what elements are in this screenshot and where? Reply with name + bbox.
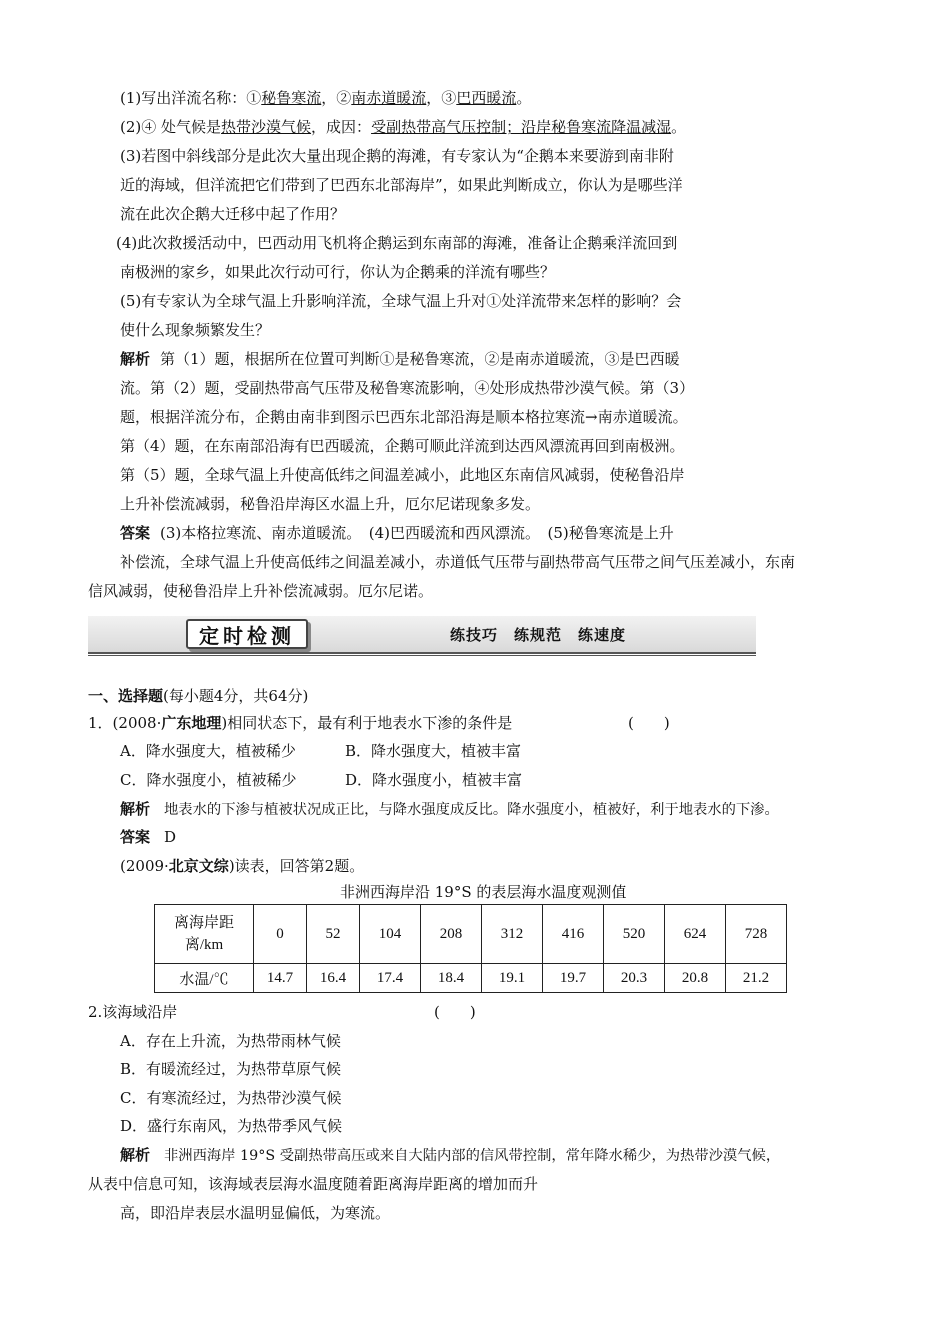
table-cell: 728 [726,905,787,964]
analysis1-text-1: 第（1）题，根据所在位置可判断①是秘鲁寒流，②是南赤道暖流，③是巴西暖 [160,350,680,368]
analysis1-line-4: 第（4）题，在东南部沿海有巴西暖流，企鹅可顺此洋流到达西风漂流再回到南极洲。 [120,437,685,455]
table-cell: 104 [360,905,421,964]
answer1-line-1 [120,523,674,543]
table-cell: 19.1 [482,964,543,993]
q1-answer-1: 秘鲁寒流 [261,89,322,107]
table-cell: 21.2 [726,964,787,993]
analysis1-line-6: 上升补偿流减弱，秘鲁沿岸海区水温上升，厄尔尼诺现象多发。 [120,495,541,513]
analysis1-label: 解析 [120,350,151,368]
mq1-answer-label: 答案 [120,828,151,846]
q1-answer-3: 巴西暖流 [456,89,517,107]
q3-line-3: 流在此次企鹅大迁移中起了作用？ [120,205,346,223]
q3-line-1: (3)若图中斜线部分是此次大量出现企鹅的海滩，有专家认为“企鹅本来要游到南非附 [120,147,674,165]
section-banner [88,616,756,654]
q4-line-2: 南极洲的家乡，如果此次行动可行，你认为企鹅乘的洋流有哪些？ [120,263,556,281]
mq2-analysis-line-3: 高，即沿岸表层水温明显偏低，为寒流。 [120,1204,391,1222]
table-cell: 208 [421,905,482,964]
answer1-text-1: (3)本格拉寒流、南赤道暖流。 (4)巴西暖流和西风漂流。 (5)秘鲁寒流是上升 [160,524,674,542]
q1-answer-2: 南赤道暖流 [351,89,427,107]
mq1-answer [120,827,176,847]
mq1-analysis-text: 地表水的下渗与植被状况成正比，与降水强度成反比。降水强度小，植被好，利于地表水的下渗。 [164,802,779,818]
mq1-answer-value: D [164,828,177,846]
q1-mid-1: ，② [321,89,352,107]
table-cell: 18.4 [421,964,482,993]
mq1-source: 广东地理 [161,714,222,732]
q5-line-2: 使什么现象频繁发生？ [120,321,271,339]
analysis1-line-2: 流。第（2）题，受副热带高气压带及秘鲁寒流影响，④处形成热带沙漠气候。第（3） [120,379,695,397]
answer1-line-3: 信风减弱，使秘鲁沿岸上升补偿流减弱。厄尔尼诺。 [88,582,434,600]
mq1-option-a[interactable]: A．降水强度大，植被稀少 [120,742,296,760]
mq1-answer-paren: ( ) [628,714,670,732]
section-title: 一、选择题 [88,687,164,705]
answer1-label: 答案 [120,524,151,542]
q1-prefix: (1)写出洋流名称：① [120,89,262,107]
analysis1-line-1 [120,349,680,369]
table-cell: 52 [307,905,360,964]
q1-mid-2: ，③ [426,89,457,107]
q2-line [120,117,686,137]
mq1-analysis [120,799,779,820]
table-cell: 16.4 [307,964,360,993]
intro2-post: )读表，回答第2题。 [228,857,365,875]
mq1-analysis-label: 解析 [120,800,151,818]
table-caption: 非洲西海岸沿 19°S 的表层海水温度观测值 [340,883,627,901]
mq1-number: 1．(2008· [88,714,162,732]
table-row [155,905,787,964]
section-heading [88,686,308,706]
mq2-analysis-line-1 [120,1145,780,1166]
mq2-option-d[interactable]: D．盛行东南风，为热带季风气候 [120,1117,343,1135]
intro2-pre: (2009· [120,857,169,875]
q2-mid: ，成因： [311,118,372,136]
mq2-analysis-label: 解析 [120,1146,151,1164]
q2-answer-2: 受副热带高气压控制；沿岸秘鲁寒流降温减湿 [371,118,672,136]
banner-divider [88,655,756,656]
section-note: (每小题4分，共64分) [163,687,309,705]
answer1-line-2: 补偿流，全球气温上升使高低纬之间温差减小，赤道低气压带与副热带高气压带之间气压差减小，东南 [120,553,796,571]
table-row-label-distance: 离海岸距离/km [155,905,254,964]
temperature-table [154,904,787,993]
mq1-stem [88,713,512,733]
mq1-option-d[interactable]: D．降水强度小，植被丰富 [345,771,523,789]
q1-line [120,88,531,108]
mq2-option-a[interactable]: A．存在上升流，为热带雨林气候 [120,1032,341,1050]
mq1-option-c[interactable]: C．降水强度小，植被稀少 [120,771,297,789]
analysis1-line-3: 题，根据洋流分布，企鹅由南非到图示巴西东北部沿海是顺本格拉寒流→南赤道暖流。 [120,408,688,426]
q2-prefix: (2)④ 处气候是 [120,118,222,136]
table-row [155,964,787,993]
table-cell: 312 [482,905,543,964]
mq2-analysis-line-2: 从表中信息可知，该海域表层海水温度随着距离海岸距离的增加而升 [88,1175,539,1193]
mq2-stem: 2.该海域沿岸 [88,1003,178,1021]
mq1-option-b[interactable]: B．降水强度大，植被丰富 [345,742,522,760]
q3-line-2: 近的海域，但洋流把它们带到了巴西东北部海岸”，如果此判断成立，你认为是哪些洋 [120,176,683,194]
table-cell: 20.3 [604,964,665,993]
table-row-label-temp: 水温/℃ [155,964,254,993]
banner-title: 定时检测 [186,619,308,649]
q2-intro [120,856,364,876]
q2-answer-1: 热带沙漠气候 [221,118,312,136]
mq2-option-b[interactable]: B．有暖流经过，为热带草原气候 [120,1060,342,1078]
table-cell: 520 [604,905,665,964]
table-cell: 19.7 [543,964,604,993]
q1-end: 。 [516,89,532,107]
q5-line-1: (5)有专家认为全球气温上升影响洋流，全球气温上升对①处洋流带来怎样的影响？会 [120,292,682,310]
intro2-source: 北京文综 [168,857,229,875]
table-cell: 0 [254,905,307,964]
analysis1-line-5: 第（5）题，全球气温上升使高低纬之间温差减小，此地区东南信风减弱，使秘鲁沿岸 [120,466,685,484]
mq2-answer-paren: ( ) [434,1003,476,1021]
table-cell: 17.4 [360,964,421,993]
table-cell: 14.7 [254,964,307,993]
mq1-stem-text: )相同状态下，最有利于地表水下渗的条件是 [221,714,513,732]
q4-line-1: (4)此次救援活动中，巴西动用飞机将企鹅运到东南部的海滩，准备让企鹅乘洋流回到 [116,234,678,252]
table-cell: 624 [665,905,726,964]
table-cell: 416 [543,905,604,964]
table-cell: 20.8 [665,964,726,993]
q2-end: 。 [671,118,687,136]
mq2-option-c[interactable]: C．有寒流经过，为热带沙漠气候 [120,1089,342,1107]
banner-subtitle: 练技巧 练规范 练速度 [450,626,627,644]
mq2-analysis-text-1: 非洲西海岸 19°S 受副热带高压或来自大陆内部的信风带控制，常年降水稀少，为热带沙漠气候， [164,1148,781,1164]
